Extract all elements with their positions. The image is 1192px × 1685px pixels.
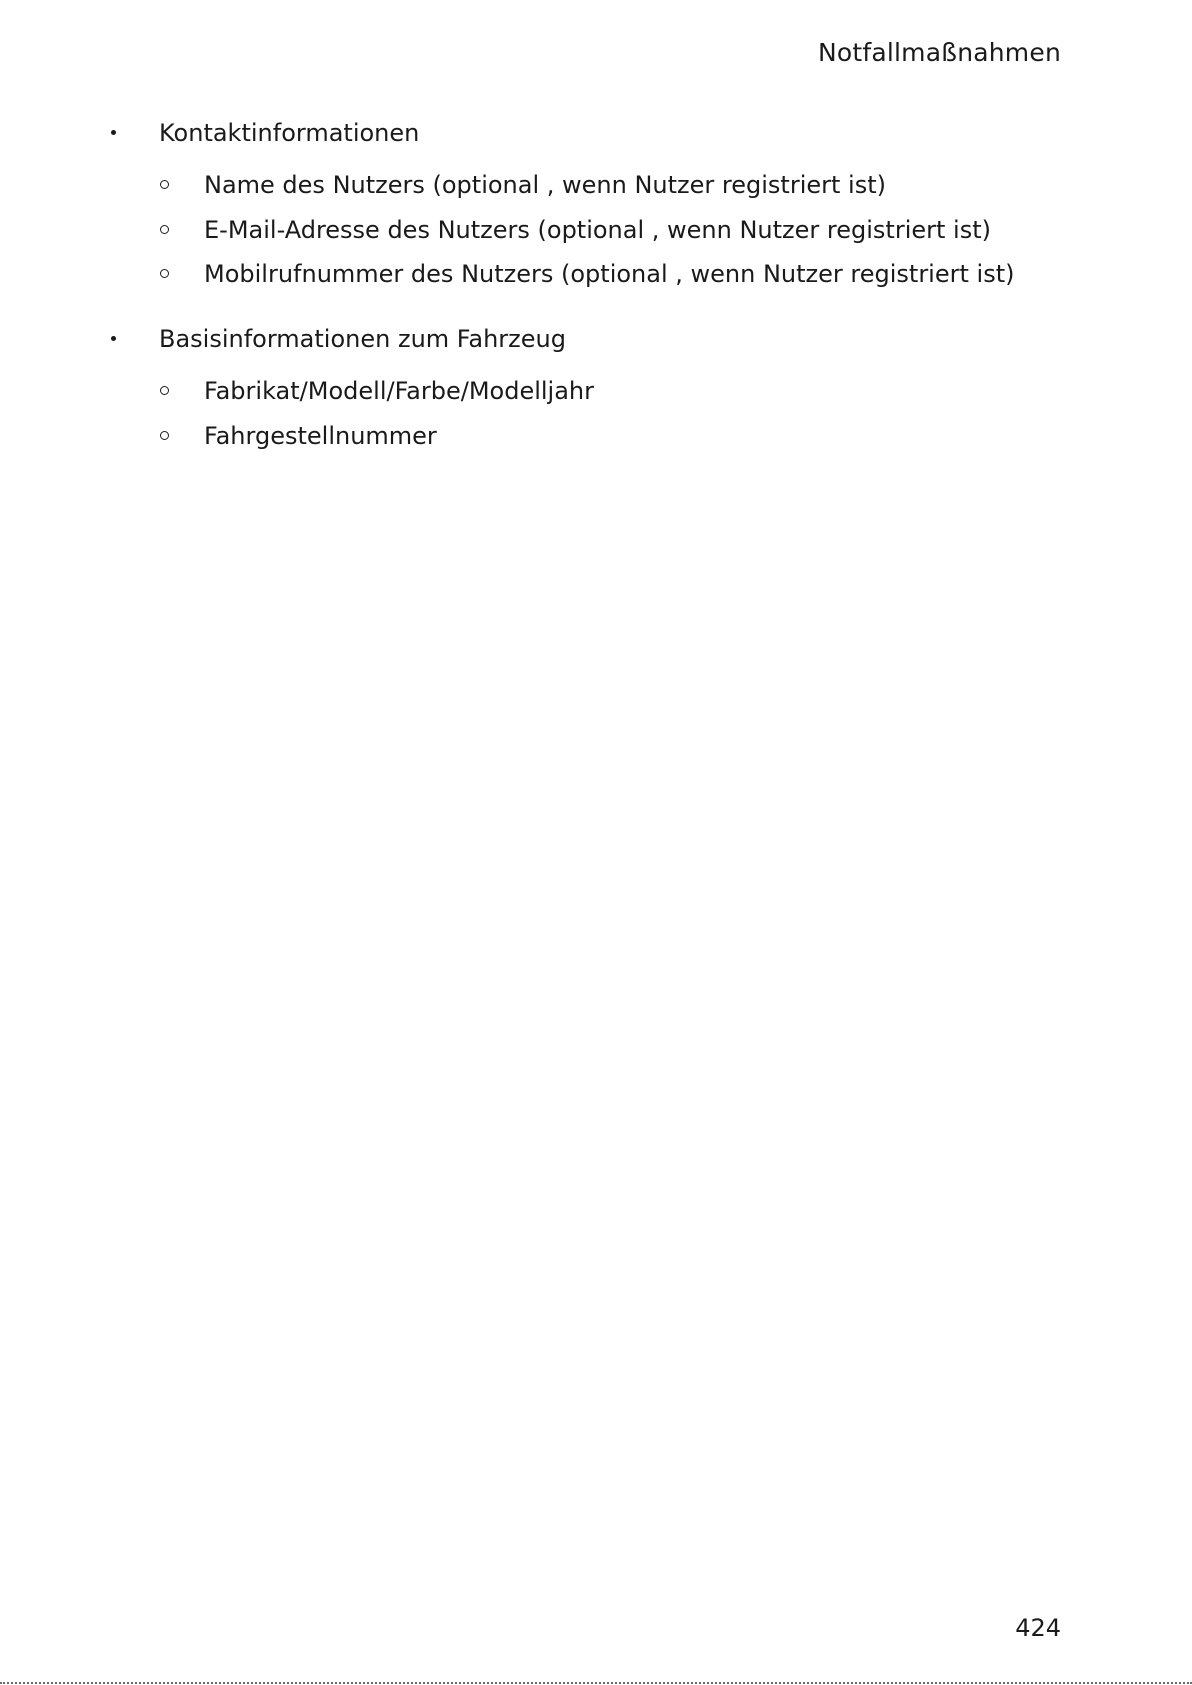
circle-bullet-icon xyxy=(160,269,169,278)
sub-item-user-mobile xyxy=(0,256,1192,292)
sub-item-label: Fahrgestellnummer xyxy=(204,422,437,450)
sub-item-label: E-Mail-Adresse des Nutzers (optional , wenn Nutzer registriert ist) xyxy=(204,216,991,244)
page-bottom-divider xyxy=(0,1682,1192,1684)
sub-item-vin xyxy=(0,418,1192,454)
circle-bullet-icon xyxy=(160,180,169,189)
bullet-dot-icon xyxy=(111,336,116,341)
bullet-item-contact-info xyxy=(0,115,1192,151)
sub-item-label: Name des Nutzers (optional , wenn Nutzer registriert ist) xyxy=(204,171,886,199)
sub-item-label: Mobilrufnummer des Nutzers (optional , wenn Nutzer registriert ist) xyxy=(204,260,1015,288)
sub-item-user-name xyxy=(0,167,1192,203)
bullet-item-vehicle-info xyxy=(0,321,1192,357)
bullet-dot-icon xyxy=(111,130,116,135)
circle-bullet-icon xyxy=(160,225,169,234)
circle-bullet-icon xyxy=(160,431,169,440)
sub-item-make-model xyxy=(0,373,1192,409)
sub-item-label: Fabrikat/Modell/Farbe/Modelljahr xyxy=(204,377,595,405)
running-header-title: Notfallmaßnahmen xyxy=(817,38,1061,67)
sub-item-user-email xyxy=(0,212,1192,248)
bullet-label: Basisinformationen zum Fahrzeug xyxy=(159,325,566,353)
circle-bullet-icon xyxy=(160,386,169,395)
page-number: 424 xyxy=(1015,1614,1061,1642)
bullet-label: Kontaktinformationen xyxy=(159,119,420,147)
